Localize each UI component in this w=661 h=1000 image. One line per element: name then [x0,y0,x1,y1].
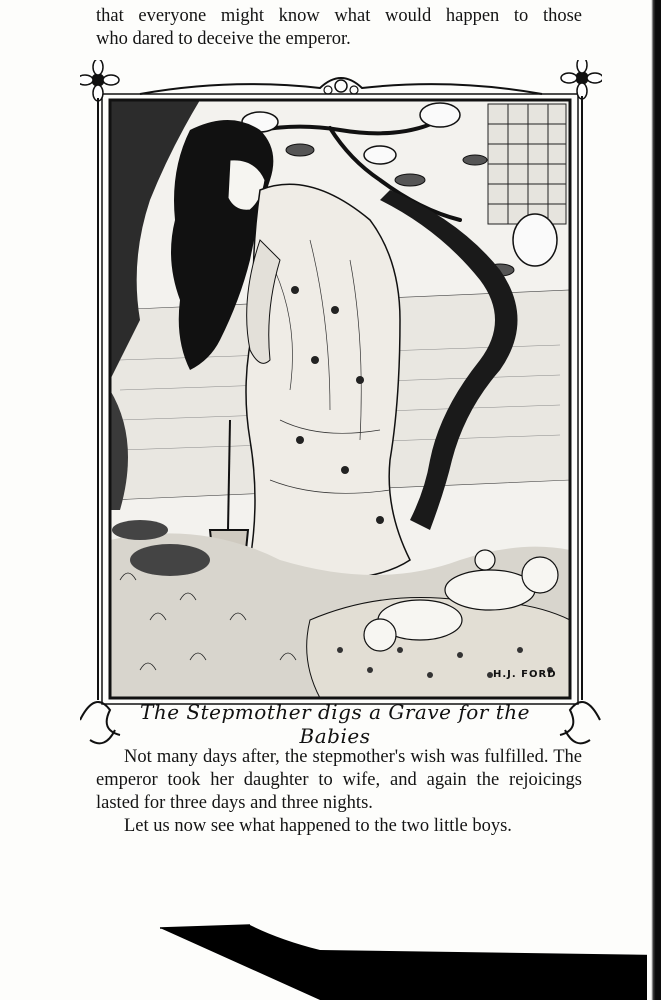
paragraph-2: Let us now see what happened to the two little boys. [124,816,512,836]
illustration-caption: The Stepmother digs a Grave for the Babies [140,700,530,748]
illustration-frame [80,60,602,750]
artist-signature: H.J. FORD [493,669,557,680]
paragraph-1: Not many days after, the stepmother's wish was fulfilled. The emperor took her daughter to wife, and again the rejoicings lasted for three days and three nights. [96,747,582,813]
top-text-line-2: who dared to deceive the emperor. [96,29,351,49]
top-text-block [96,5,582,51]
top-text-line-1: that everyone might know what would happen to those [96,6,582,26]
page-edge [647,0,661,1000]
corner-flower-icon [80,60,119,101]
engraving-illustration [80,60,602,750]
bottom-text-block [96,746,582,838]
